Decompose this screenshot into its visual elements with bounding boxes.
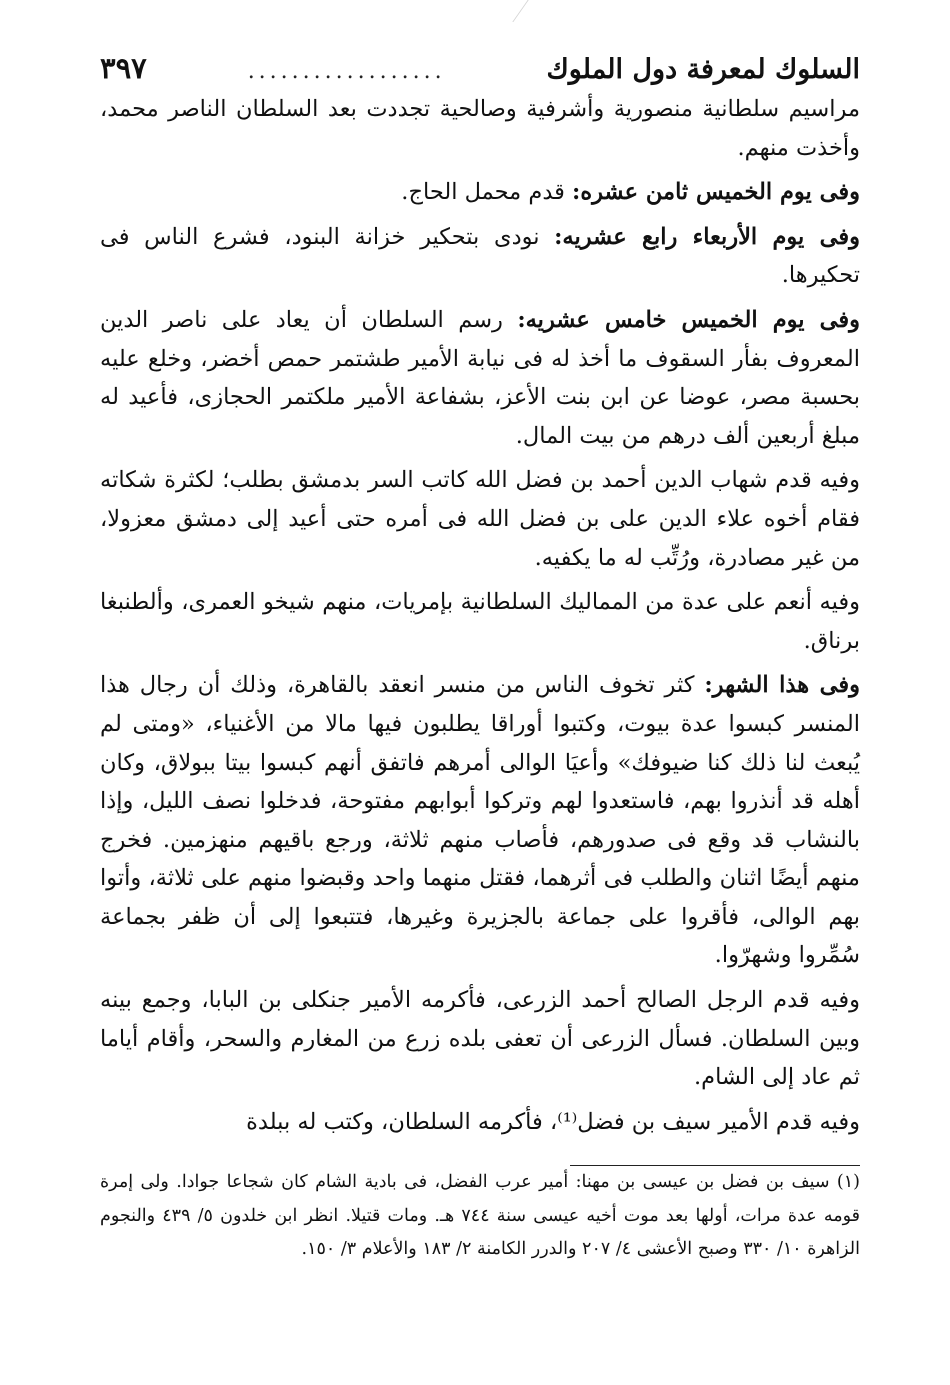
paragraph-text: نودى بتحكير خزانة البنود، فشرع الناس فى تحكيرها. [100, 223, 860, 289]
paragraph-text: كثر تخوف الناس من منسر انعقد بالقاهرة، وذلك أن رجال هذا المنسر كبسوا عدة بيوت، وكتبوا أوراقا يطلبون فيها مالا من الأغنياء، «ومتى لم يُبعث لنا ذلك كنا ضيوفك» وأعيَا الوالى أمرهم فاتفق أنهم كبسوا بيتا ببولاق، وكان أهله قد أنذروا بهم، فاستعدوا لهم وتركوا أبوابهم مفتوحة، فدخلوا نصف الليل، وإذا بالنشاب قد وقع فى صدورهم، فأصاب منهم ثلاثة، ورجع باقيهم منهزمين. فخرج منهم أيضًا اثنان والطلب فى أثرهما، فقتل منهما واحد وقبضوا منهم على ثلاثة، وأتوا بهم الوالى، فأقروا على جماعة بالجزيرة وغيرها، فتتبعوا إلى أن ظفر بجماعة سُمِّروا وشهرّوا. [100, 672, 860, 969]
paragraph-text: وفيه قدم الرجل الصالح أحمد الزرعى، فأكرمه الأمير جنكلى بن البابا، وجمع بينه وبين السلطان. فسأل الزرعى أن تعفى بلده زرع من المغارم والسحر، وأقام أياما ثم عاد إلى الشام. [100, 987, 860, 1091]
paragraph-text: مراسيم سلطانية منصورية وأشرفية وصالحية تجددت بعد السلطان الناصر محمد، وأخذت منهم. [100, 96, 860, 161]
paragraph [100, 218, 860, 295]
book-title: السلوك لمعرفة دول الملوك [546, 54, 860, 85]
paragraph-text: وفيه أنعم على عدة من المماليك السلطانية بإمريات، منهم شيخو العمرى، وألطنبغا برناق. [100, 589, 860, 654]
paragraph [100, 583, 860, 660]
footnotes [100, 1166, 860, 1267]
paragraph [100, 173, 860, 212]
page-number: ٣٩٧ [100, 51, 147, 85]
paragraph [100, 666, 860, 975]
page-crease-mark [512, 0, 558, 22]
header-leader-dots: .................. [247, 59, 446, 84]
paragraph [100, 301, 860, 455]
paragraph-lead: وفى يوم الخميس ثامن عشره: [572, 179, 860, 206]
paragraph [100, 90, 860, 167]
paragraph [100, 981, 860, 1097]
paragraph-lead: وفى هذا الشهر: [704, 672, 861, 699]
paragraph-lead: وفى يوم الأربعاء رابع عشريه: [554, 223, 861, 250]
book-page [100, 46, 860, 1267]
paragraph-text: وفيه قدم شهاب الدين أحمد بن فضل الله كاتب السر بدمشق بطلب؛ لكثرة شكاته فقام أخوه علاء الدين على بن فضل الله فى أمره حتى أعيد إلى دمشق معزولا، من غير مصادرة، ورُتِّب له ما يكفيه. [100, 467, 860, 571]
paragraph-text: قدم محمل الحاج. [401, 179, 573, 206]
footnote: (١) سيف بن فضل بن عيسى بن مهنا: أمير عرب الفضل، فى بادية الشام كان شجاعا جوادا. ولى إمرة قومه عدة مرات، أولها بعد موت أخيه عيسى سنة ٧٤٤ هـ. ومات قتيلا. انظر ابن خلدون ٥/ ٤٣٩ والنجوم الزاهرة ١٠/ ٣٣٠ وصبح الأعشى ٤/ ٢٠٧ والدرر الكامنة ٢/ ١٨٣ والأعلام ٣/ ١٥٠. [100, 1172, 860, 1260]
paragraph-text: وفيه قدم الأمير سيف بن فضل⁽¹⁾، فأكرمه السلطان، وكتب له ببلدة [246, 1108, 860, 1135]
main-text [100, 90, 860, 1141]
paragraph-text: رسم السلطان أن يعاد على ناصر الدين المعروف بفأر السقوف ما أخذ له فى نيابة الأمير طشتمر حمص أخضر، وخلع عليه بحسبة مصر، عوضا عن ابن بنت الأعز، بشفاعة الأمير ملكتمر الحجازى، فأعيد له مبلغ أربعين ألف درهم من بيت المال. [100, 306, 860, 449]
paragraph [100, 1103, 860, 1142]
paragraph [100, 461, 860, 577]
running-header [100, 46, 860, 90]
paragraph-lead: وفى يوم الخميس خامس عشريه: [517, 306, 860, 333]
